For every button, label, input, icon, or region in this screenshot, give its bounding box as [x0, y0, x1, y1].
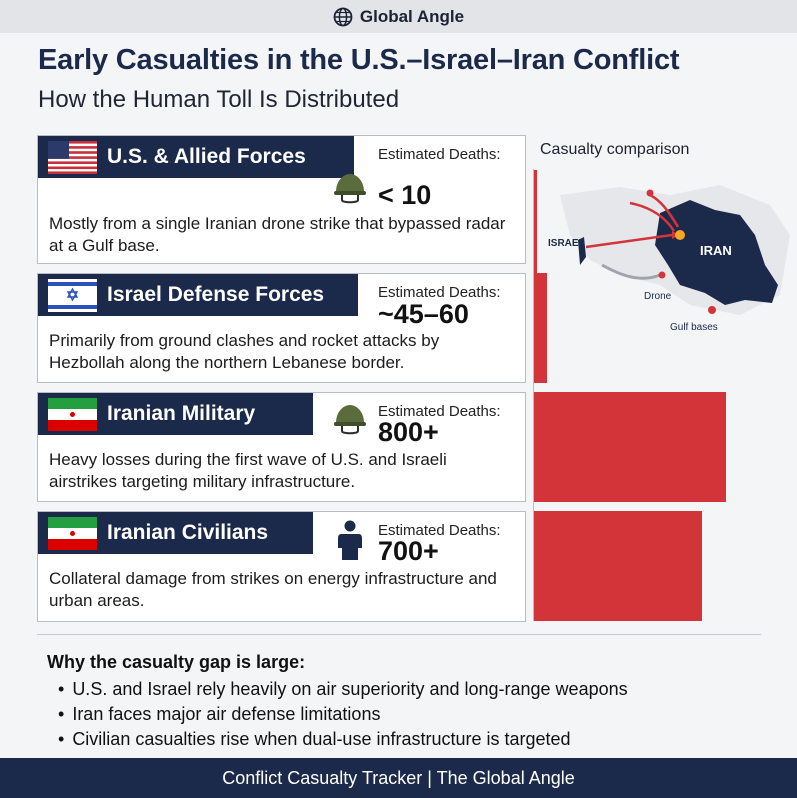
death-estimate-value: 700+	[378, 536, 439, 566]
card-iranian-military	[37, 392, 526, 502]
person-icon	[335, 520, 365, 560]
card-iranian-civilians	[37, 511, 526, 622]
estimate-label: Estimated Deaths:	[378, 146, 501, 163]
globe-icon	[333, 7, 353, 27]
card-banner	[38, 393, 313, 435]
group-label: Israel Defense Forces	[107, 283, 325, 306]
page-title: Early Casualties in the U.S.–Israel–Iran Conflict	[38, 44, 680, 76]
base-marker	[708, 306, 716, 314]
death-estimate-value: ~45–60	[378, 299, 469, 329]
page-subtitle: How the Human Toll Is Distributed	[38, 86, 400, 113]
why-list	[58, 677, 628, 752]
bar-iranian-military	[534, 392, 726, 502]
section-divider	[37, 634, 761, 635]
estimate-label: Estimated Deaths:	[378, 403, 501, 420]
card-us-allied	[37, 135, 526, 264]
estimate-label: Estimated Deaths:	[378, 522, 501, 539]
conflict-map	[540, 165, 795, 355]
chart-title: Casualty comparison	[540, 141, 690, 158]
group-label: Iranian Civilians	[107, 521, 269, 544]
us-flag-icon	[48, 141, 97, 174]
iran-flag-icon	[48, 517, 97, 550]
group-label: U.S. & Allied Forces	[107, 145, 306, 168]
brand-name: Global Angle	[359, 6, 465, 26]
helmet-icon	[332, 403, 368, 437]
helmet-icon	[332, 172, 368, 206]
iran-flag-icon	[48, 398, 97, 431]
death-estimate-value: 800+	[378, 417, 439, 447]
explosion-icon	[647, 190, 654, 197]
map-label-gulf-bases: Gulf bases	[670, 322, 718, 333]
israel-flag-icon	[48, 279, 97, 312]
card-description: Mostly from a single Iranian drone strike that bypassed radar at a Gulf base.	[49, 214, 506, 255]
death-estimate-value: < 10	[378, 180, 432, 210]
card-description: Heavy losses during the first wave of U.S. and Israeli airstrikes targeting military infrastructure.	[49, 450, 447, 491]
card-description: Collateral damage from strikes on energy infrastructure and urban areas.	[49, 569, 497, 610]
base-marker	[659, 272, 666, 279]
card-israel	[37, 273, 526, 383]
estimate-label: Estimated Deaths:	[378, 284, 501, 301]
group-label: Iranian Military	[107, 402, 256, 425]
top-bar	[0, 0, 797, 33]
map-label-israel: ISRAEL	[548, 238, 585, 249]
map-label-drone: Drone	[644, 291, 672, 302]
explosion-icon	[675, 230, 685, 240]
card-banner	[38, 274, 358, 316]
why-title: Why the casualty gap is large:	[47, 652, 306, 672]
footer: Conflict Casualty Tracker | The Global Angle	[0, 758, 797, 798]
card-description: Primarily from ground clashes and rocket attacks by Hezbollah along the northern Lebanese border.	[49, 331, 440, 372]
card-banner	[38, 512, 313, 554]
map-label-iran: IRAN	[700, 243, 732, 258]
why-item: • U.S. and Israel rely heavily on air superiority and long-range weapons	[58, 677, 628, 702]
card-banner	[38, 136, 354, 178]
bar-iranian-civilians	[534, 511, 702, 621]
why-item: • Iran faces major air defense limitations	[58, 702, 628, 727]
why-item: • Civilian casualties rise when dual-use infrastructure is targeted	[58, 727, 628, 752]
